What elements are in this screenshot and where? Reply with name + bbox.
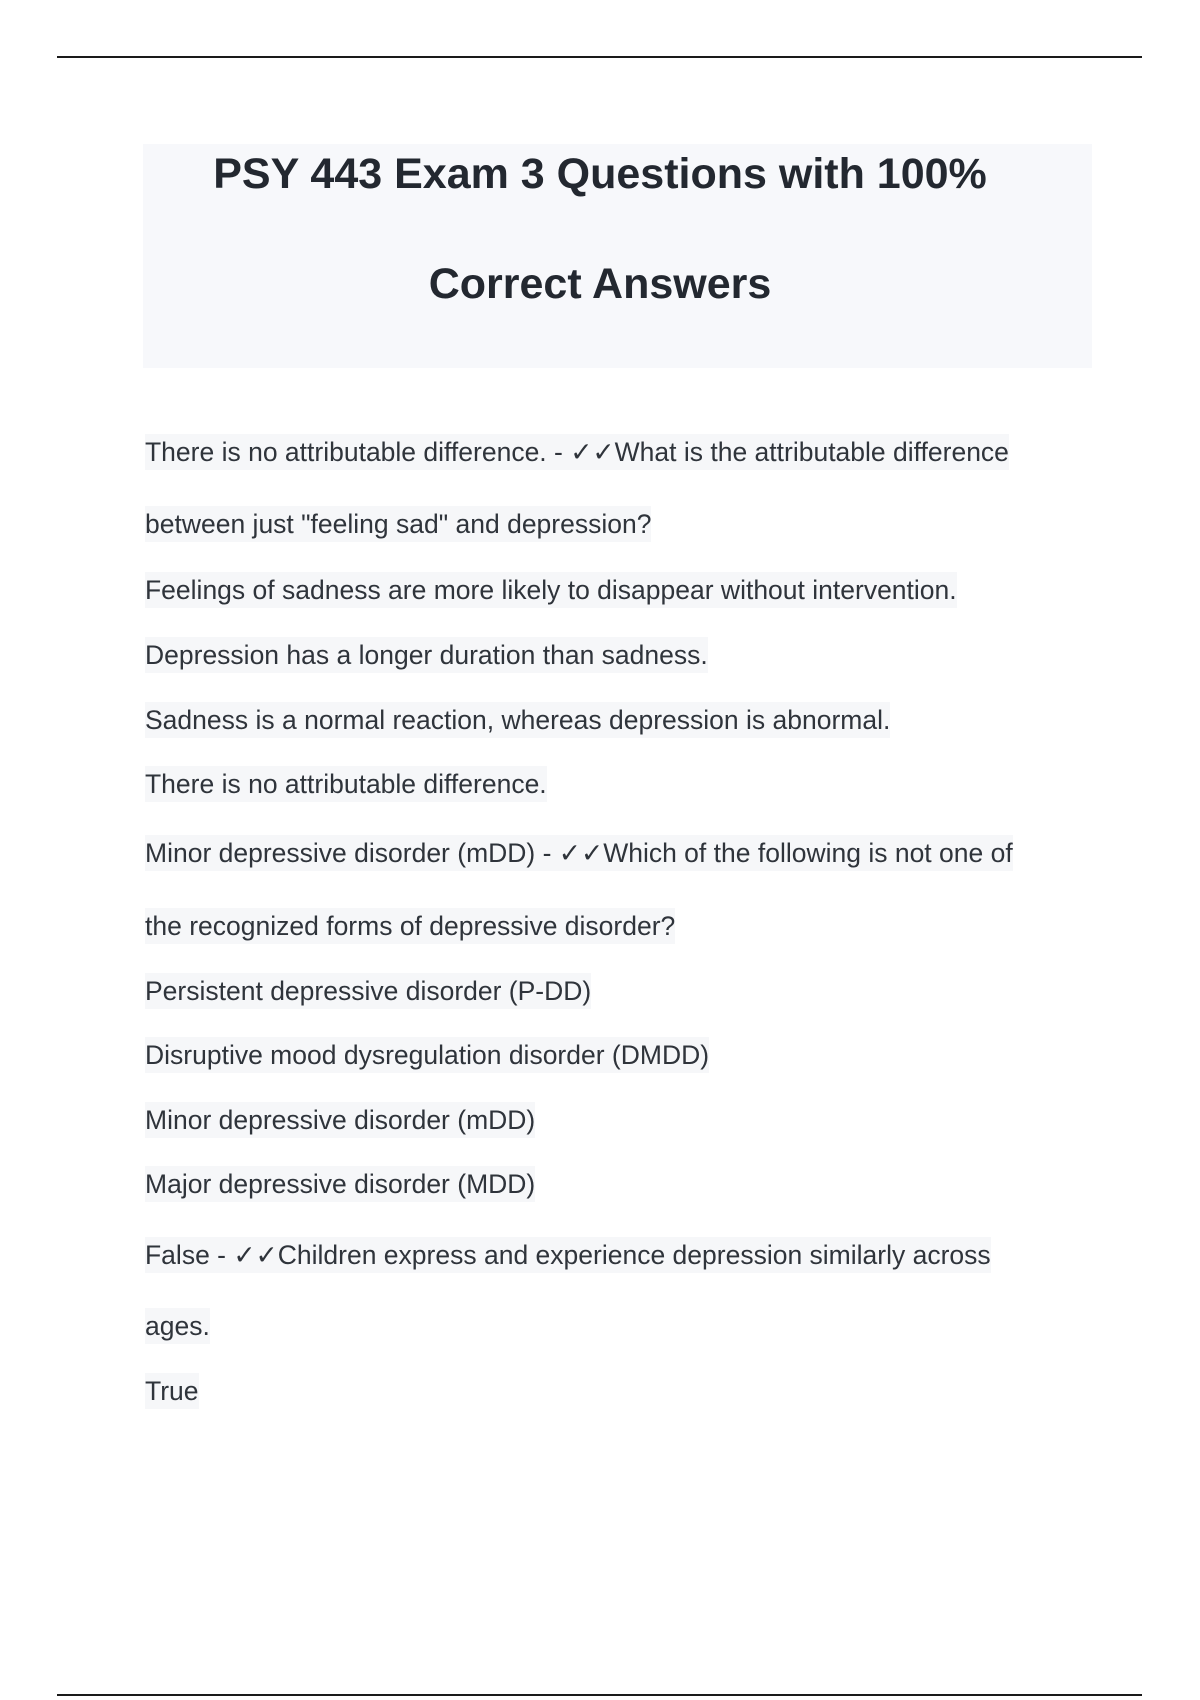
question-2-option: Major depressive disorder (MDD) [145, 1166, 535, 1202]
document-title-line-2: Correct Answers [428, 260, 772, 308]
question-3-option: True [145, 1373, 199, 1409]
bottom-rule [57, 1694, 1142, 1696]
question-3-answer-and-prompt: False - ✓✓Children express and experience depression similarly across [145, 1237, 991, 1273]
question-1-option: There is no attributable difference. [145, 766, 547, 802]
question-1-option: Sadness is a normal reaction, whereas depression is abnormal. [145, 702, 890, 738]
question-2-answer-and-prompt: Minor depressive disorder (mDD) - ✓✓Which of the following is not one of [145, 835, 1013, 871]
question-1-prompt-continued: between just "feeling sad" and depression? [145, 506, 651, 542]
top-rule [57, 56, 1142, 58]
question-2-option: Disruptive mood dysregulation disorder (DMDD) [145, 1037, 709, 1073]
question-1-option: Feelings of sadness are more likely to disappear without intervention. [145, 572, 957, 608]
question-1-answer-and-prompt: There is no attributable difference. - ✓✓What is the attributable difference [145, 434, 1009, 470]
question-2-prompt-continued: the recognized forms of depressive disorder? [145, 908, 675, 944]
question-2-option: Persistent depressive disorder (P-DD) [145, 973, 591, 1009]
question-1-option: Depression has a longer duration than sadness. [145, 637, 708, 673]
question-3-prompt-continued: ages. [145, 1308, 210, 1344]
question-2-option: Minor depressive disorder (mDD) [145, 1102, 535, 1138]
document-title-line-1: PSY 443 Exam 3 Questions with 100% [213, 150, 987, 198]
